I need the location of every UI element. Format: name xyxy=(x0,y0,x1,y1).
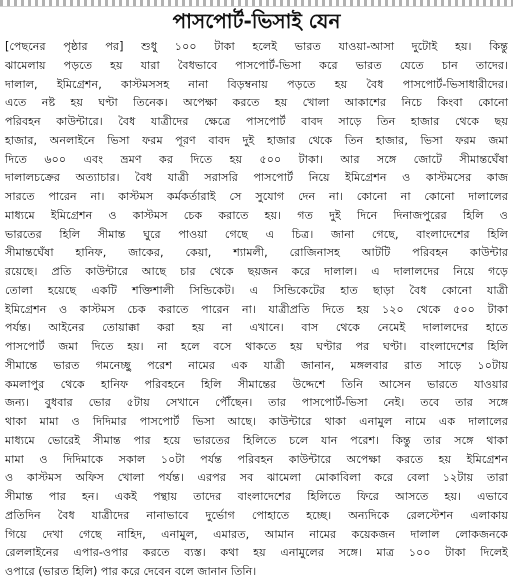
article-line: দালালচক্রের অত্যাচার। বৈধ যাত্রী সরাসরি পাসপোর্ট নিয়ে ইমিগ্রেশন ও কাস্টমসের কাজ xyxy=(5,171,508,185)
article-line: থাকা মামা ও দিদিমার পাসপোর্ট ভিসা আছে। কাউন্টারে থাকা এনামুল নামে এক দালালের xyxy=(5,415,508,428)
headline: পাসপোর্ট-ভিসাই যেন xyxy=(172,9,341,33)
article-line: প্রতিদিন বৈধ যাত্রীদের নানাভাবে দুর্ভোগ পোহাতে হচ্ছে। অন্যদিকে রেলস্টেশন এলাকায় xyxy=(5,508,508,522)
article-line: ওপারে (ভারত হিলি) পার করে দেবেন বলে জানান তিনি। xyxy=(5,565,257,578)
article-line: তোলা হয়েছে একটি শক্তিশালী সিন্ডিকেট। এ সিন্ডিকেটের হাত ছাড়া বৈধ কোনো যাত্রী xyxy=(5,283,508,297)
article-line: সীমান্তে ভারত গমনেচ্ছু পরেশ নামের এক যাত্রী জানান, মঙ্গলবার রাত সাড়ে ১০টায় xyxy=(5,358,508,372)
cropped-previous-text xyxy=(0,0,513,7)
article-line: সীমান্ত পার হন। একই পন্থায় তাদের বাংলাদেশের হিলিতে ফিরে আসতে হয়। এভাবে xyxy=(5,490,508,503)
article-line: জন্য। বুধবার ভোর ৫টায় সেখানে পৌঁছেন। তার পাসপোর্ট-ভিসা নেই। তবে তার সঙ্গে xyxy=(5,396,508,410)
article-line: [পেছনের পৃষ্ঠার পর] শুধু ১০০ টাকা হলেই ভারত যাওয়া-আসা দুটোই হয়। কিন্তু xyxy=(5,40,508,53)
article-line: রয়েছে। প্রতি কাউন্টারে আছে চার থেকে ছয়জন করে দালাল। এ দালালদের নিয়ে গড়ে xyxy=(5,265,508,278)
article-line: দালাল, ইমিগ্রেশন, কাস্টমসসহ নানা বিড়ম্বনায় পড়তে হয় বৈধ পাসপোর্ট-ভিসাধারীদের। xyxy=(5,77,508,91)
article-line: কমলাপুর থেকে হানিফ পরিবহনে হিলি সীমান্তের উদ্দেশে তিনি আসেন ভারতে যাওয়ার xyxy=(5,377,508,391)
article-line: মাধ্যমে ইমিগ্রেশন ও কাস্টমস চেক করাতে হয়। গত দুই দিনে দিনাজপুরের হিলি ও xyxy=(5,208,508,222)
article-line: ভারতের হিলি সীমান্ত ঘুরে পাওয়া গেছে এ চিত্র। জানা গেছে, বাংলাদেশের হিলি xyxy=(5,227,508,241)
article-line: পরিবহন কাউন্টারে। বৈধ যাত্রীদের ক্ষেত্রে পাসপোর্ট বাবদ সাড়ে তিন হাজার থেকে ছয় xyxy=(5,115,508,128)
article-line: মামা ও দিদিমাকে সকাল ১০টা পর্যন্ত পরিবহন কাউন্টারে অপেক্ষা করতে হয় ইমিগ্রেশন xyxy=(5,452,508,466)
article-line: সারতে পারেন না। কাস্টমস কর্মকর্তারাই সে সুযোগ দেন না। কোনো না কোনো দালালের xyxy=(5,190,508,203)
article-body xyxy=(5,38,508,578)
article-line: ঝামেলায় পড়তে হয় যারা বৈধভাবে পাসপোর্ট-ভিসা করে ভারত যেতে চান তাদের। xyxy=(5,58,508,72)
article-line: পর্যন্ত। আইনের তোয়াক্কা করা হয় না এখানে। বাস থেকে নেমেই দালালদের হাতে xyxy=(5,321,508,335)
article-line: গিয়ে দেখা গেছে নাহিদ, এনামুল, এমারত, আমান নামের কয়েকজন দালাল লোকজনকে xyxy=(5,527,508,541)
article-line: এতে নষ্ট হয় ঘণ্টা তিনেক। অপেক্ষা করতে হয় খোলা আকাশের নিচে কিংবা কোনো xyxy=(5,96,508,110)
article-line: সীমান্তঘেঁষা হানিফ, জাকের, কেয়া, শ্যামলী, রোজিনাসহ আটটি পরিবহন কাউন্টার xyxy=(5,246,508,260)
article-line: দিতে ৬০০ এবং ভ্রমণ কর দিতে হয় ৫০০ টাকা। আর সঙ্গে জোটে সীমান্তঘেঁষা xyxy=(5,152,508,166)
article-line: পাসপোর্ট জমা দিতে হয়। না হলে বসে থাকতে হয় ঘণ্টার পর ঘণ্টা। বাংলাদেশের হিলি xyxy=(5,340,508,353)
article-line: হাজার, অনলাইনে ভিসা ফরম পূরণ বাবদ দুই হাজার থেকে তিন হাজার, ভিসা ফরম জমা xyxy=(5,133,508,147)
article-line: রেললাইনের এপার-ওপার করতে ব্যস্ত। কথা হয় এনামুলের সঙ্গে। মাত্র ১০০ টাকা দিলেই xyxy=(5,546,508,560)
article-line: মাধ্যমে ভোরেই সীমান্ত পার হয়ে ভারতের হিলিতে চলে যান পরেশ। কিন্তু তার সঙ্গে থাকা xyxy=(5,433,508,447)
article-line: ও কাস্টমস অফিস খোলা পর্যন্ত। এরপর সব ঝামেলা মোকাবিলা করে বেলা ১২টায় তারা xyxy=(5,471,508,485)
article-line: ইমিগ্রেশন ও কাস্টমস চেক করাতে পারেন না। যাত্রীপ্রতি দিতে হয় ১২০ থেকে ৫০০ টাকা xyxy=(5,302,508,316)
